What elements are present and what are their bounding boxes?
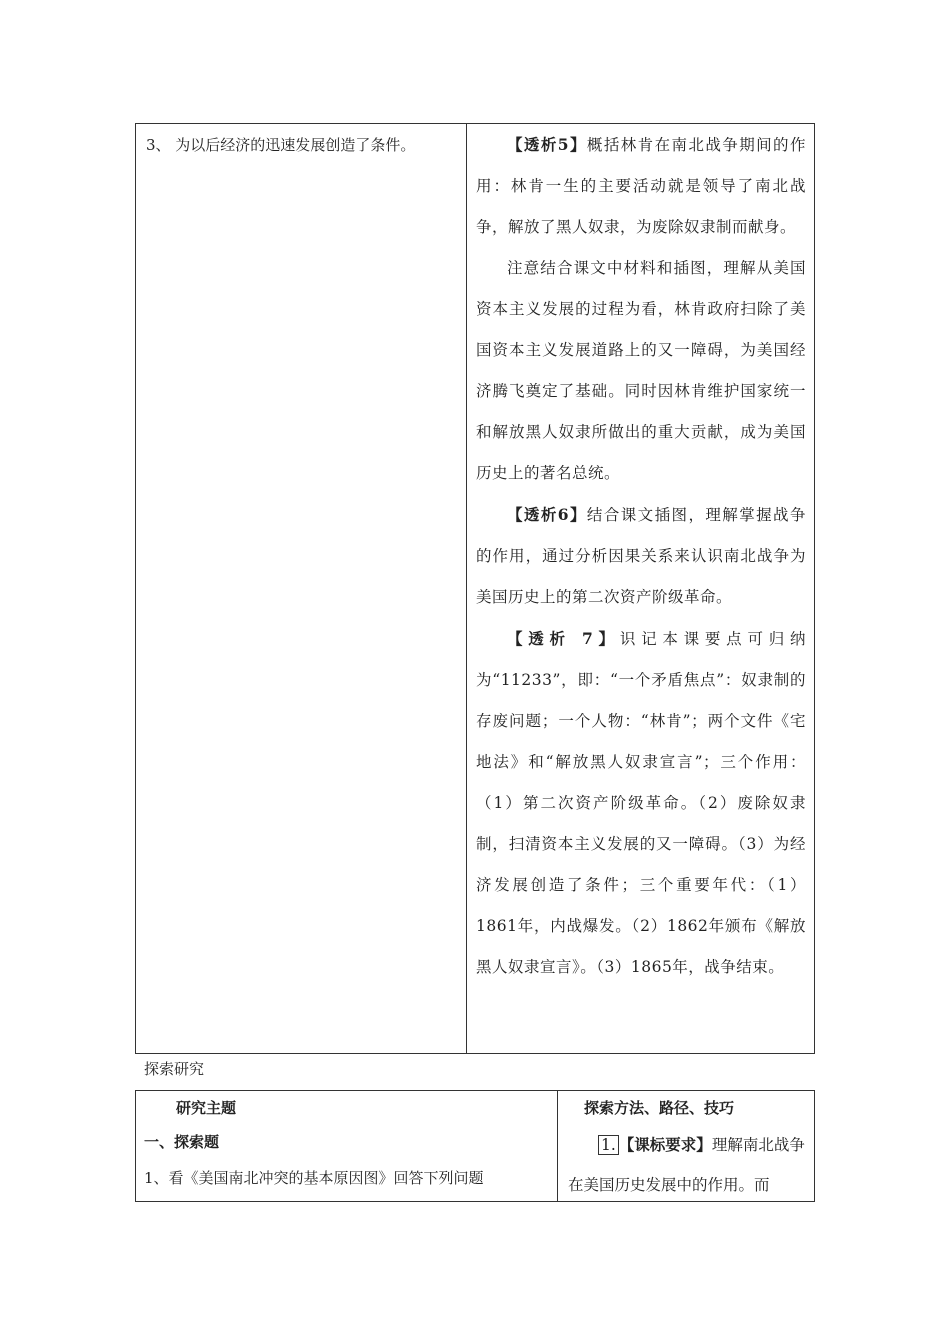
requirement-text: 理解南北战争在美国历史发展中的作用。而: [568, 1136, 805, 1194]
requirement-tag: 【课标要求】: [618, 1135, 712, 1154]
analysis-paragraph-5: [476, 124, 806, 248]
question-text: 1、看《美国南北冲突的基本原因图》回答下列问题: [144, 1169, 484, 1187]
header-methods: 探索方法、路径、技巧: [584, 1099, 735, 1117]
left-cell-item: 3、 为以后经济的迅速发展创造了条件。: [146, 136, 416, 154]
analysis-paragraph-6: [476, 494, 806, 618]
subheading-exploration: 一、探索题: [144, 1133, 220, 1151]
notes-table: [135, 123, 815, 1054]
paragraph-tag: 【透析6】: [507, 505, 587, 524]
paragraph-text: 概括林肯在南北战争期间的作用：林肯一生的主要活动就是领导了南北战争，解放了黑人奴隶，为废除奴隶制而献身。: [476, 136, 806, 236]
paragraph-text: 结合课文插图，理解掌握战争的作用，通过分析因果关系来认识南北战争为美国历史上的第二次资产阶级革命。: [476, 506, 806, 606]
analysis-paragraph-7: [476, 618, 806, 988]
research-table: [135, 1090, 815, 1202]
section-label: 探索研究: [144, 1060, 205, 1078]
item-number-box: 1.: [598, 1135, 619, 1155]
paragraph-tag: 【透析 7】: [507, 629, 620, 648]
paragraph-tag: 【透析5】: [507, 135, 587, 154]
right-cell-analysis: [476, 124, 806, 988]
header-research-topic: 研究主题: [176, 1099, 237, 1117]
curriculum-requirement: [568, 1125, 808, 1205]
column-divider: [466, 124, 467, 1053]
analysis-paragraph-note: [476, 248, 806, 494]
column-divider: [557, 1091, 558, 1201]
paragraph-text: 注意结合课文中材料和插图，理解从美国资本主义发展的过程为看，林肯政府扫除了美国资本主义发展道路上的又一障碍，为美国经济腾飞奠定了基础。同时因林肯维护国家统一和解放黑人奴隶所做出的重大贡献，成为美国历史上的著名总统。: [476, 259, 806, 482]
paragraph-text: 识记本课要点可归纳为“11233”，即：“一个矛盾焦点”：奴隶制的存废问题；一个人物：“林肯”；两个文件《宅地法》和“解放黑人奴隶宣言”；三个作用：（1）第二次资产阶级革命。（2）废除奴隶制，扫清资本主义发展的又一障碍。（3）为经济发展创造了条件；三个重要年代：（1）1861年，内战爆发。（2）1862年颁布《解放黑人奴隶宣言》。（3）1865年，战争结束。: [476, 630, 806, 976]
